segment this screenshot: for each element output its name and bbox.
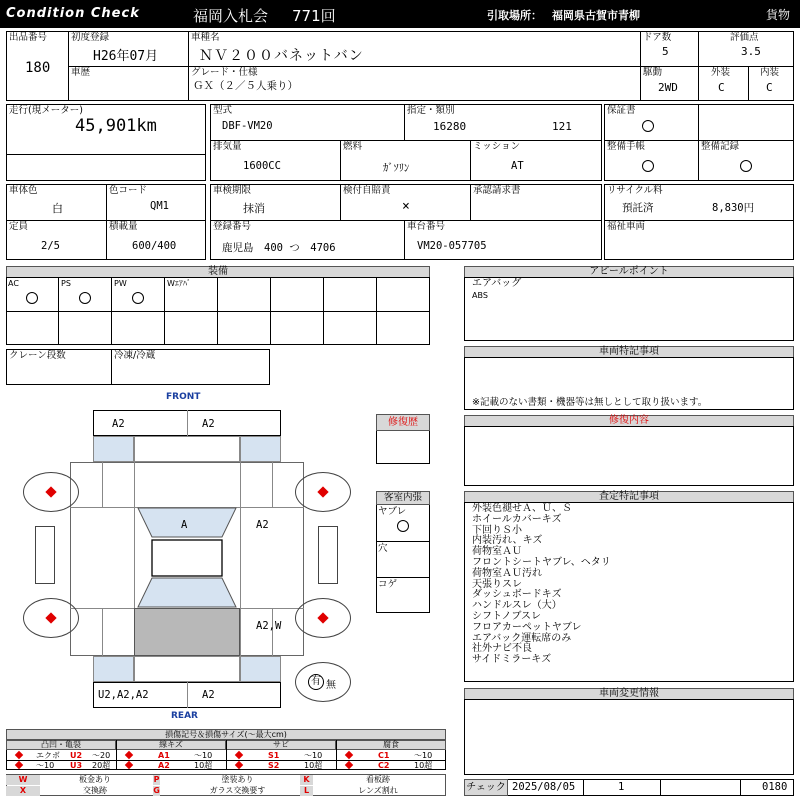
inspection-note-line: ホイールカバーキズ bbox=[472, 513, 562, 525]
special-notes-text: ※記載のない書類・機器等は無しとして取り扱います。 bbox=[472, 397, 708, 408]
manual-mark bbox=[642, 160, 654, 175]
legend-divider bbox=[226, 740, 227, 770]
recycle-status: 預託済 bbox=[622, 202, 654, 214]
legend-code: C1 bbox=[378, 751, 390, 760]
legend-code-letter: L bbox=[300, 786, 313, 796]
interior-value: C bbox=[766, 81, 773, 94]
welfare-label: 福祉車両 bbox=[607, 221, 646, 232]
color-code-label: 色コード bbox=[109, 185, 148, 196]
inspection-note-line: ダッシュボードキズ bbox=[472, 589, 562, 601]
damage-rear-right: A2 bbox=[202, 689, 215, 701]
pickup-location: 福岡県古賀市青柳 bbox=[552, 9, 640, 22]
legend-text: 10超 bbox=[304, 761, 323, 770]
legend-code: C2 bbox=[378, 761, 390, 770]
model-label: 車種名 bbox=[191, 32, 220, 43]
damage-rear-left: U2,A2,A2 bbox=[98, 689, 149, 701]
interior-tear-label: ヤブレ bbox=[378, 506, 407, 517]
legend-text: 10超 bbox=[194, 761, 213, 770]
exterior-value: C bbox=[718, 81, 725, 94]
inspection-note-line: フロントシートヤブレ、ヘタリ bbox=[472, 557, 611, 568]
chassis-value: VM20-057705 bbox=[417, 240, 487, 252]
spec-label: 指定・類別 bbox=[407, 105, 455, 116]
equip-code-pw: PW bbox=[114, 279, 127, 288]
legend-text: エクボ bbox=[36, 751, 60, 760]
maintenance-label: 整備記録 bbox=[701, 141, 740, 152]
damage-hood: A bbox=[181, 519, 188, 531]
doors-label: ドア数 bbox=[643, 32, 672, 43]
check-label: チェック bbox=[464, 779, 508, 796]
legend-code: A1 bbox=[158, 751, 170, 760]
inspection-note-line: エアバック運転席のみ bbox=[472, 632, 572, 644]
load-label: 積載量 bbox=[109, 221, 138, 232]
legend-head: 線キズ bbox=[116, 740, 226, 750]
equip-code-airbag: Wｴｱﾊﾞ bbox=[167, 279, 191, 288]
equipment-title: 装備 bbox=[6, 266, 430, 278]
legend-code: U3 bbox=[70, 761, 83, 770]
interior-tear-mark bbox=[397, 520, 409, 535]
exterior-label: 外装 bbox=[711, 67, 731, 78]
legend-text: 〜10 bbox=[194, 751, 213, 760]
damage-right-door: A2 bbox=[256, 519, 269, 531]
legend-text: 〜20 bbox=[92, 751, 111, 760]
maintenance-mark bbox=[740, 160, 752, 175]
inspection-note-line: 荷物室ＡＵ汚れ bbox=[472, 567, 542, 579]
legend-code-text: レンズ割れ bbox=[358, 785, 398, 795]
chassis-label: 車台番号 bbox=[407, 221, 446, 232]
legend-code-text: ガラス交換要す bbox=[209, 785, 266, 795]
legend-code: S2 bbox=[268, 761, 280, 770]
fuel-label: 燃料 bbox=[343, 141, 363, 152]
capacity-value: 2/5 bbox=[41, 240, 60, 252]
fridge-label: 冷凍/冷蔵 bbox=[114, 350, 156, 361]
spec-number-2: 121 bbox=[552, 120, 572, 133]
inspection-value: 抹消 bbox=[243, 202, 265, 215]
drive-value: 2WD bbox=[658, 81, 678, 94]
legend-head: 腐食 bbox=[336, 740, 446, 750]
form-label: 型式 bbox=[213, 105, 233, 116]
grade-value: ＧＸ（２／５人乗り） bbox=[193, 80, 298, 92]
appeal-line-2: ABS bbox=[472, 291, 488, 300]
model-value: ＮＶ２００バネットバン bbox=[199, 48, 364, 64]
legend-divider bbox=[116, 740, 117, 770]
inspection-note-line: 天張りスレ bbox=[472, 578, 522, 590]
check-code: 0180 bbox=[762, 781, 788, 793]
legend-head: 凸凹・亀裂 bbox=[6, 740, 116, 750]
legend-code-text: 塗装あり bbox=[221, 775, 254, 784]
legend-text: 〜10 bbox=[36, 761, 55, 770]
reg-label: 初度登録 bbox=[71, 32, 110, 43]
legend-code-text: 看板跡 bbox=[366, 775, 390, 784]
approval-label: 承認請求書 bbox=[473, 185, 521, 196]
repair-content-title: 修復内容 bbox=[464, 415, 794, 427]
rear-label: REAR bbox=[171, 711, 198, 721]
plate-value: 鹿児島 400 つ 4706 bbox=[222, 242, 336, 254]
pickup-label: 引取場所： bbox=[487, 9, 542, 22]
appeal-title: アピールポイント bbox=[464, 266, 794, 278]
recycle-amount: 8,830円 bbox=[712, 202, 755, 214]
legend-code-letter: K bbox=[300, 775, 313, 785]
lot-label: 出品番号 bbox=[9, 32, 48, 43]
grade-label: グレード・仕様 bbox=[191, 67, 258, 78]
legend-text: 〜10 bbox=[414, 751, 433, 760]
legend-text: 20超 bbox=[92, 761, 111, 770]
color-code-value: QM1 bbox=[150, 200, 169, 212]
inspection-label: 車検期限 bbox=[213, 185, 252, 196]
legend-title: 損傷記号＆損傷サイズ(〜最大cm) bbox=[6, 729, 446, 740]
repair-history-title: 修復歴 bbox=[376, 414, 430, 431]
interior-hole-label: 穴 bbox=[378, 543, 388, 554]
cc-value: 1600CC bbox=[243, 160, 281, 172]
legend-code: A2 bbox=[158, 761, 170, 770]
damage-right-rear: A2,W bbox=[256, 620, 282, 632]
inspection-note-line: フロアカーペットヤブレ bbox=[472, 621, 582, 633]
spare-tire-present: 有 bbox=[308, 674, 324, 690]
damage-front-right: A2 bbox=[202, 418, 215, 430]
cc-label: 排気量 bbox=[213, 141, 242, 152]
fuel-value: ｶﾞｿﾘﾝ bbox=[383, 162, 410, 174]
mission-label: ミッション bbox=[473, 141, 521, 152]
load-value: 600/400 bbox=[132, 240, 177, 252]
inspection-note-line: 外装色褪せＡ、Ｕ、Ｓ bbox=[472, 503, 572, 514]
legend-code-letter: P bbox=[153, 775, 160, 784]
front-label: FRONT bbox=[166, 392, 201, 402]
liability-label: 検付自賠責 bbox=[343, 185, 391, 196]
legend-text: 10超 bbox=[414, 761, 433, 770]
inspection-note-line: サイドミラーキズ bbox=[472, 654, 552, 666]
warranty-mark bbox=[642, 120, 654, 135]
mileage-value: 45,901km bbox=[75, 116, 157, 136]
spare-tire-absent: 無 bbox=[326, 680, 336, 691]
interior-label: 内装 bbox=[760, 67, 780, 78]
legend-code: U2 bbox=[70, 751, 83, 760]
vehicle-type: 貨物 bbox=[766, 8, 791, 22]
inspection-note-line: 荷物室ＡＵ bbox=[472, 546, 522, 558]
recycle-label: リサイクル料 bbox=[607, 185, 663, 196]
spec-number-1: 16280 bbox=[433, 120, 467, 133]
special-notes-title: 車両特記事項 bbox=[464, 346, 794, 358]
legend-code-letter: G bbox=[153, 785, 160, 795]
inspection-note-line: ハンドルスレ（大） bbox=[472, 600, 562, 612]
legend-code-letter: X bbox=[6, 786, 40, 796]
mileage-label: 走行(現メーター) bbox=[9, 105, 83, 116]
auction-name: 福岡入札会 bbox=[193, 7, 269, 25]
liability-value: × bbox=[402, 199, 410, 214]
plate-label: 登録番号 bbox=[213, 221, 252, 232]
warranty-label: 保証書 bbox=[607, 105, 636, 116]
repair-content-box bbox=[464, 426, 794, 486]
inspection-note-line: 下回りＳ小 bbox=[472, 524, 522, 536]
crane-label: クレーン段数 bbox=[9, 350, 66, 361]
inspection-note-line: シフトノブスレ bbox=[472, 611, 541, 622]
score-label: 評価点 bbox=[730, 32, 759, 43]
change-info-box bbox=[464, 699, 794, 775]
color-value: 白 bbox=[52, 202, 63, 215]
inspection-note-line: 内装汚れ、キズ bbox=[472, 535, 543, 547]
damage-front-left: A2 bbox=[112, 418, 125, 430]
legend-divider bbox=[336, 740, 337, 770]
equip-mark-ac bbox=[26, 292, 38, 307]
change-info-title: 車両変更情報 bbox=[464, 688, 794, 700]
inspection-note-line: 社外ナビ不良 bbox=[472, 643, 532, 655]
mission-value: AT bbox=[511, 160, 524, 172]
color-label: 車体色 bbox=[9, 185, 38, 196]
equip-code-ps: PS bbox=[61, 279, 71, 288]
form-value: DBF-VM20 bbox=[222, 120, 273, 132]
manual-label: 整備手帳 bbox=[607, 141, 646, 152]
interior-burn-label: コゲ bbox=[378, 579, 398, 590]
drive-label: 駆動 bbox=[643, 67, 663, 78]
header-left-title: Condition Check bbox=[6, 6, 140, 21]
legend-code: S1 bbox=[268, 751, 280, 760]
legend-head: サビ bbox=[226, 740, 336, 750]
appeal-line-1: エアバッグ bbox=[472, 278, 522, 289]
equip-mark-ps bbox=[79, 292, 91, 307]
equip-code-ac: AC bbox=[8, 279, 19, 288]
score-value: 3.5 bbox=[741, 45, 761, 58]
interior-title: 客室内張 bbox=[376, 491, 430, 505]
legend-text: 〜10 bbox=[304, 751, 323, 760]
inspection-notes-title: 査定特記事項 bbox=[464, 491, 794, 503]
reg-value: H26年07月 bbox=[93, 49, 159, 64]
capacity-label: 定員 bbox=[9, 221, 29, 232]
legend-code-text: 交換跡 bbox=[83, 785, 107, 795]
history-label: 車歴 bbox=[71, 67, 91, 78]
check-date: 2025/08/05 bbox=[512, 781, 576, 793]
legend-code-text: 板金あり bbox=[79, 775, 111, 784]
equip-mark-pw bbox=[132, 292, 144, 307]
doors-value: 5 bbox=[662, 45, 669, 58]
check-number: 1 bbox=[618, 781, 625, 793]
auction-session: 771回 bbox=[292, 7, 336, 25]
legend-code-letter: W bbox=[6, 775, 40, 785]
lot-value: 180 bbox=[25, 60, 51, 76]
